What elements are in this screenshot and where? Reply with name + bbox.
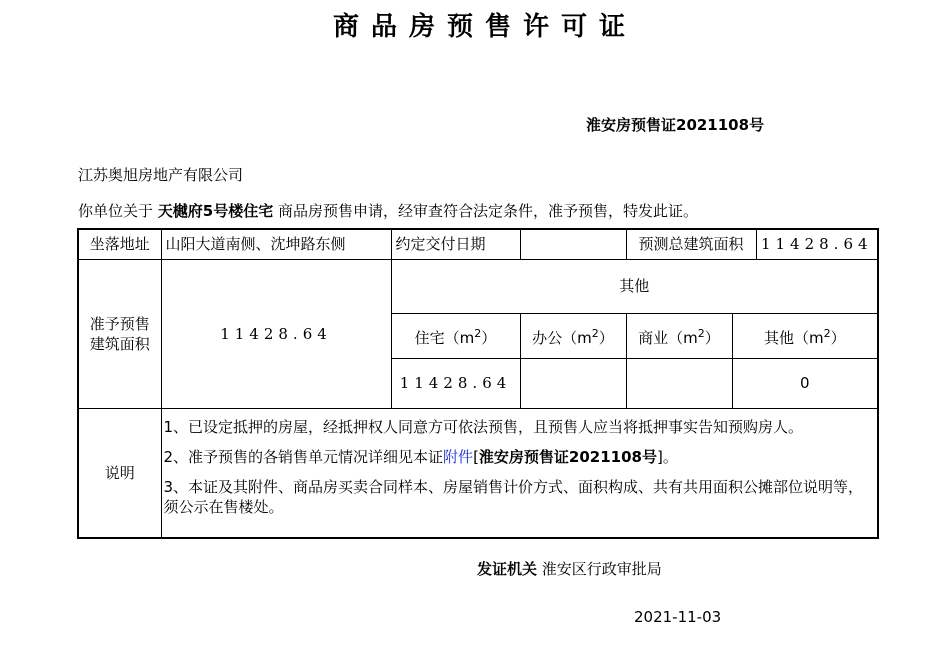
attachment-link[interactable]: 附件 [443, 447, 474, 466]
page-title: 商品房预售许可证 [332, 12, 637, 42]
delivery-label: 约定交付日期 [391, 229, 520, 259]
col-office: 办公$(m^2)$ [520, 313, 626, 358]
residential-value: 11428.64 [391, 358, 520, 408]
table-row [78, 408, 878, 538]
project-name: 天樾府5号楼住宅 [157, 202, 274, 220]
office-value [520, 358, 626, 408]
col-commercial: 商业$(m^2)$ [626, 313, 732, 358]
col-other: 其他$(m^2)$ [732, 313, 878, 358]
note-2-cert: 淮安房预售证2021108号 [478, 447, 657, 466]
total-area-label: 预测总建筑面积 [626, 229, 756, 259]
intro-prefix: 你单位关于 [78, 202, 154, 220]
note-2: 2、准予预售的各销售单元情况详细见本证附件[淮安房预售证2021108号]。 [163, 447, 678, 466]
notes-content [161, 408, 878, 538]
note-1: 1、已设定抵押的房屋，经抵押权人同意方可依法预售，且预售人应当将抵押事实告知预购房人。 [163, 417, 804, 436]
commercial-value [626, 358, 732, 408]
note-3: 3、本证及其附件、商品房买卖合同样本、房屋销售计价方式、面积构成、共有共用面积公摊部位说明等，须公示在售楼处。 [163, 477, 864, 516]
delivery-value [520, 229, 626, 259]
issuer [477, 558, 662, 579]
other-header: 其他 [391, 259, 878, 313]
location-label: 坐落地址 [78, 229, 161, 259]
location-value: 山阳大道南侧、沈坤路东侧 [161, 229, 391, 259]
intro-text [78, 200, 698, 221]
company-name: 江苏奥旭房地产有限公司 [78, 166, 244, 184]
total-area-value: 11428.64 [756, 229, 878, 259]
issue-date: 2021-11-03 [634, 608, 722, 626]
presale-area-value: 11428.64 [161, 259, 391, 408]
other-value: 0 [732, 358, 878, 408]
certificate-number: 淮安房预售证2021108号 [586, 116, 765, 134]
table-row [78, 259, 878, 313]
intro-suffix: 商品房预售申请，经审查符合法定条件，准予预售，特发此证。 [278, 202, 699, 220]
presale-area-label: 准予预售建筑面积 [78, 259, 161, 408]
col-residential: 住宅$(m^2)$ [391, 313, 520, 358]
table-row [78, 229, 878, 259]
permit-table [77, 228, 879, 539]
notes-label: 说明 [78, 408, 161, 538]
issuer-value: 淮安区行政审批局 [541, 560, 662, 578]
issuer-label: 发证机关 [477, 560, 538, 578]
